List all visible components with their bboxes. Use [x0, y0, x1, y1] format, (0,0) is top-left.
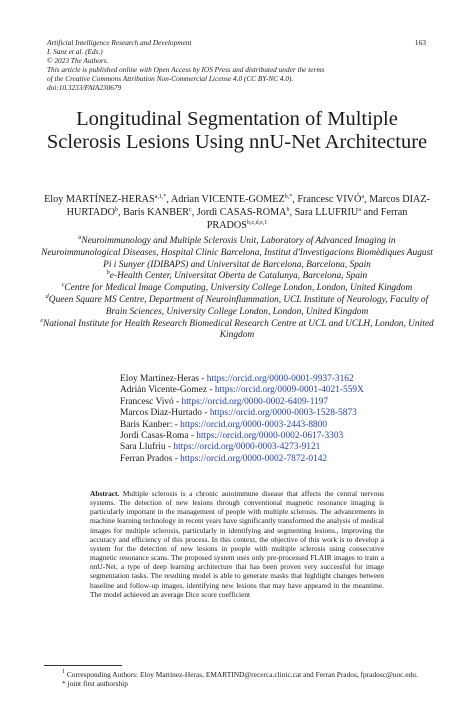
- affiliation: [40, 236, 434, 271]
- author-name: Francesc VIVÓ: [297, 194, 362, 205]
- affiliation-text: e-Health Center, Universitat Oberta de Catalunya, Barcelona, Spain: [109, 271, 368, 282]
- orcid-separator: -: [172, 419, 181, 430]
- footnote-corresponding: [44, 670, 432, 679]
- author-separator: ,: [191, 207, 197, 218]
- orcid-link[interactable]: https://orcid.org/0000-0001-9937-3162: [206, 374, 354, 384]
- orcid-row: [120, 397, 440, 408]
- orcid-row: [120, 431, 440, 442]
- affiliation-marker: a: [78, 235, 82, 241]
- page-number: 163: [414, 38, 426, 47]
- orcid-author: Sara Llufriu: [120, 442, 166, 453]
- abstract-label: Abstract.: [90, 489, 120, 498]
- affiliation-list: [40, 236, 434, 342]
- author-name: Adrian VICENTE-GOMEZ: [170, 194, 285, 205]
- author-affil-marker: b: [286, 207, 290, 213]
- affiliation: [40, 283, 434, 295]
- affiliation: [40, 271, 434, 283]
- paper-title: Longitudinal Segmentation of Multiple Sclerosis Lesions Using nnU-Net Architecture: [46, 108, 428, 153]
- license-line-2: of the Creative Commons Attribution Non-Commercial License 4.0 (CC BY-NC 4.0).: [47, 74, 294, 83]
- orcid-separator: -: [165, 442, 174, 453]
- orcid-link[interactable]: https://orcid.org/0000-0003-1528-5873: [209, 408, 357, 419]
- orcid-link[interactable]: https://orcid.org/0000-0003-2443-8800: [180, 419, 328, 430]
- author-separator: ,: [289, 207, 295, 218]
- author-separator: ,: [292, 194, 298, 205]
- orcid-separator: -: [173, 396, 182, 407]
- author-affil-marker: a: [361, 194, 365, 200]
- author-separator: ,: [166, 194, 171, 205]
- orcid-author: Ferran Prados: [120, 453, 173, 464]
- author-affil-marker: b,*: [284, 194, 293, 200]
- affiliation: [40, 319, 434, 343]
- footnote-marker: 1: [62, 669, 65, 675]
- author-affil-marker: c: [189, 207, 192, 213]
- author-list: [36, 193, 438, 232]
- author-separator: ,: [118, 207, 124, 218]
- orcid-separator: -: [198, 374, 207, 384]
- orcid-link[interactable]: https://orcid.org/0000-0002-0617-3303: [196, 431, 344, 442]
- author-affil-marker: b,c,d,e,1: [246, 220, 268, 226]
- author-name: Baris KANBER: [123, 207, 190, 218]
- orcid-separator: -: [188, 431, 197, 442]
- orcid-link[interactable]: https://orcid.org/0000-0002-7872-0142: [180, 453, 328, 464]
- running-header: [47, 38, 427, 92]
- affiliation-text: Queen Square MS Centre, Department of Neuroinflammation, UCL Institute of Neurology, Faculty of Brain Sciences, University College London, London, United Kingdom: [48, 294, 429, 317]
- author-name: Jordi CASAS-ROMA: [196, 207, 287, 218]
- orcid-author: Francesc Vivó: [120, 396, 174, 407]
- footnote-corresponding-text: Corresponding Authors: Eloy Martinez-Heras, EMARTIND@recerca.clinic.cat and Ferran Prados, fpradosc@uoc.edu.: [66, 670, 418, 679]
- author-affil-marker: a: [358, 207, 361, 213]
- author-name: Eloy MARTÍNEZ-HERAS: [44, 194, 155, 205]
- orcid-separator: -: [207, 385, 215, 396]
- orcid-author: Jordi Casas-Roma: [120, 431, 189, 442]
- orcid-author: Marcos Diaz-Hurtado: [120, 408, 202, 419]
- orcid-row: [120, 385, 440, 396]
- orcid-author: Eloy Martínez-Heras: [120, 374, 199, 384]
- author-separator: ,: [364, 194, 370, 205]
- affiliation-marker: b: [106, 270, 110, 277]
- footnotes: [44, 670, 432, 688]
- author-name: Sara LLUFRIU: [294, 207, 359, 218]
- abstract: [90, 489, 384, 599]
- orcid-author: Adrián Vicente-Gomez: [120, 385, 207, 396]
- orcid-row: [120, 408, 440, 419]
- abstract-text: Multiple sclerosis is a chronic autoimmune disease that affects the central nervous systems. The detection of new lesions through conventional magnetic resonance imaging is particularly important in the management of people with multiple sclerosis. The advancements in machine learning technology in recent years have significantly transformed the analysis of medical images for multiple sclerosis, particularly in identifying and segmenting lesions., improving the accuracy and efficiency of this process. In this context, the objective of this work is to develop a system for the detection of new lesions in people with multiple sclerosis using consecutive magnetic resonance scans. The proposed system uses only pre-processed FLAIR images to train a nnU-Net, a type of deep learning architecture that has been proven very successful for image segmentation tasks. The resulting model is able to generate masks that highlight changes between baseline and follow-up images, identifying new lesions that may have appeared in the meantime. The model achieved an average Dice score coefficient: [90, 489, 384, 599]
- footnote-joint: * joint first authorship: [62, 679, 128, 689]
- orcid-link[interactable]: https://orcid.org/0009-0001-4021-559X: [214, 385, 364, 396]
- affiliation-text: National Institute for Health Research Biomedical Research Centre at UCL and UCLH, London, United Kingdom: [42, 318, 434, 341]
- author-name: and Ferran PRADOS: [206, 207, 408, 231]
- affiliation-marker: c: [61, 282, 65, 289]
- orcid-separator: -: [172, 453, 181, 464]
- orcid-link[interactable]: https://orcid.org/0000-0003-4273-9121: [173, 442, 321, 453]
- doi: doi:10.3233/FAIA230679: [47, 83, 122, 92]
- affiliation-text: Centre for Medical Image Computing, University College London, London, United Kingdom: [64, 283, 413, 294]
- orcid-list: [120, 374, 440, 465]
- author-affil-marker: a,1,*: [154, 194, 167, 200]
- affiliation-text: Neuroimmunology and Multiple Sclerosis Unit, Laboratory of Advanced Imaging in Neuroimmunological Diseases, Hospital Clinic Barcelona, Institut d'Investigacions Biomèdiques August Pi i Sunyer (IDIBAPS) and Universitat de Barcelona, Barcelona, Spain: [41, 236, 433, 270]
- orcid-link[interactable]: https://orcid.org/0000-0002-6409-1197: [181, 396, 329, 407]
- footnote-rule: [44, 665, 122, 666]
- orcid-row: [120, 420, 440, 431]
- affiliation-marker: d: [45, 293, 49, 300]
- orcid-row: [120, 374, 440, 385]
- editors: I. Sanz et al. (Eds.): [47, 47, 103, 56]
- orcid-row: [120, 442, 440, 453]
- orcid-row: [120, 454, 440, 465]
- journal-name: Artificial Intelligence Research and Development: [47, 38, 192, 47]
- affiliation-marker: e: [40, 317, 43, 324]
- author-name: Marcos DIAZ-HURTADO: [66, 194, 430, 218]
- license-line-1: This article is published online with Open Access by IOS Press and distributed under the terms: [47, 65, 325, 74]
- orcid-author: Baris Kanber:: [120, 419, 173, 430]
- copyright: © 2023 The Authors.: [47, 56, 109, 65]
- orcid-separator: -: [202, 408, 210, 419]
- affiliation: [40, 295, 434, 319]
- author-affil-marker: b: [115, 207, 118, 213]
